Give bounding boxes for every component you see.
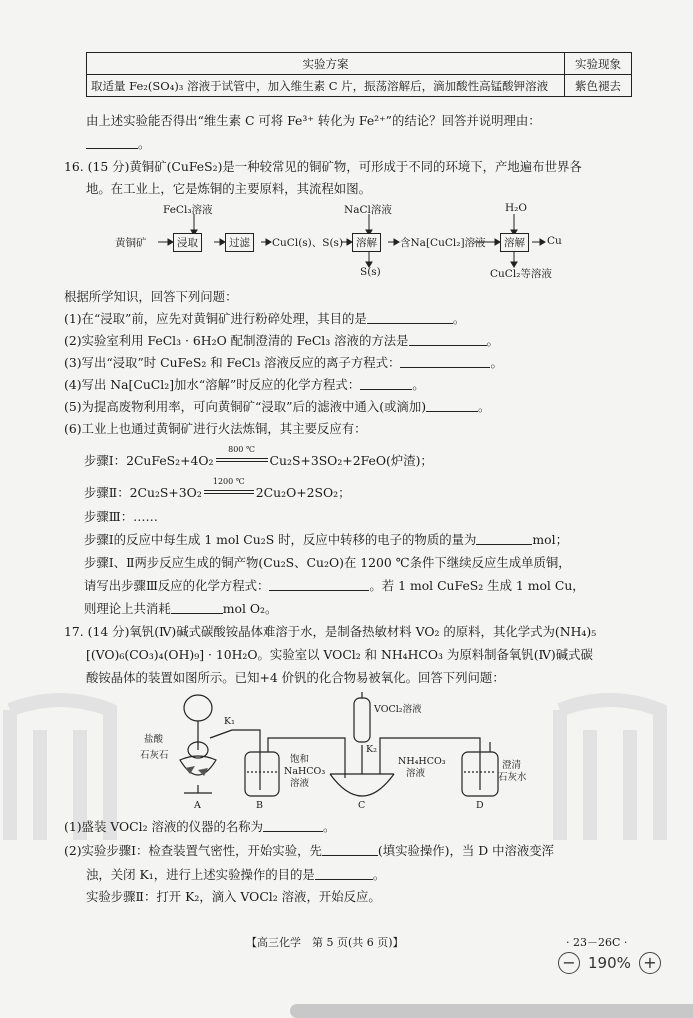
label-nahco3-3: 溶液 — [290, 778, 310, 789]
label-limestone: 石灰石 — [140, 750, 169, 761]
zoom-control — [558, 952, 661, 974]
cell-plan: 取适量 Fe₂(SO₄)₃ 溶液于试管中，加入维生素 C 片，振荡溶解后，滴加酸性高锰酸钾溶液 — [87, 75, 565, 97]
q17-intro-2: [(VO)₆(CO₃)₄(OH)₉] · 10H₂O。实验室以 VOCl₂ 和 NH₄HCO₃ 为原料制备氧钒(Ⅳ)碱式碳 — [86, 647, 593, 662]
q16-part-2: (2)实验室利用 FeCl₃ · 6H₂O 配制澄清的 FeCl₃ 溶液的方法是 。 — [64, 333, 499, 348]
box-dissolve-2: 溶解 — [500, 233, 529, 252]
q16-part-1: (1)在“浸取”前，应先对黄铜矿进行粉碎处理，其目的是 。 — [64, 311, 466, 326]
q15-answer-line: 。 — [86, 135, 150, 153]
table-row — [87, 75, 632, 97]
experiment-table — [86, 52, 632, 97]
answer-blank[interactable] — [269, 578, 369, 591]
zoom-in-button[interactable]: + — [639, 952, 661, 974]
step-1-condition: 800 ℃ — [228, 445, 255, 454]
q16-part-5: (5)为提高废物利用率，可向黄铜矿“浸取”后的滤液中通入(或滴加) 。 — [64, 399, 491, 414]
q17-part-2-cont: 浊，关闭 K₁，进行上述实验操作的目的是 。 — [86, 867, 386, 882]
step-3-line: 步骤Ⅲ：…… — [84, 509, 158, 524]
q16-intro-2: 地。在工业上，它是炼铜的主要原料，其流程如图。 — [86, 181, 371, 196]
answer-blank[interactable] — [171, 601, 223, 614]
apparatus-diagram — [140, 690, 540, 815]
box-leach: 浸取 — [173, 233, 202, 252]
q17-step-2: 实验步骤Ⅱ：打开 K₂，滴入 VOCl₂ 溶液，开始反应。 — [86, 889, 381, 904]
answer-blank[interactable] — [315, 867, 373, 880]
q16-6c-line: 请写出步骤Ⅲ反应的化学方程式： 。若 1 mol CuFeS₂ 生成 1 mol Cu， — [84, 578, 585, 593]
table-header-row — [87, 53, 632, 75]
label-fecl3-solution: FeCl₃溶液 — [163, 204, 213, 216]
cell-phenomenon: 紫色褪去 — [565, 75, 632, 97]
label-apparatus-b: B — [256, 800, 263, 811]
answer-blank[interactable] — [86, 136, 138, 149]
q16-part-4: (4)写出 Na[CuCl₂]加水“溶解”时反应的化学方程式： 。 — [64, 377, 425, 392]
label-water: H₂O — [505, 202, 527, 214]
zoom-level: 190% — [588, 954, 631, 972]
box-dissolve-1: 溶解 — [352, 233, 381, 252]
label-vocl2: VOCl₂溶液 — [374, 704, 422, 715]
label-nahco3-1: 饱和 — [290, 754, 310, 765]
label-nacl-solution: NaCl溶液 — [344, 204, 392, 216]
answer-blank[interactable] — [263, 819, 323, 832]
q17-part-1: (1)盛装 VOCl₂ 溶液的仪器的名称为 。 — [64, 819, 336, 834]
q15-conclusion-line: 由上述实验能否得出“维生素 C 可将 Fe³⁺ 转化为 Fe²⁺”的结论？回答并说明理由： — [86, 113, 541, 128]
label-na-cucl2: 含Na[CuCl₂]溶液 — [400, 237, 486, 249]
label-sulfur-output: S(s) — [360, 266, 381, 278]
label-apparatus-a: A — [194, 800, 201, 811]
label-k1: K₁ — [224, 716, 235, 727]
step-1-equation: 步骤Ⅰ：2CuFeS₂+4O₂ 800 ℃ Cu₂S+3SO₂+2FeO(炉渣)； — [84, 445, 433, 468]
label-nahco3-2: NaHCO₃ — [284, 766, 326, 777]
label-cucl2-output: CuCl₂等溶液 — [490, 268, 552, 280]
answer-blank[interactable] — [367, 311, 453, 324]
process-flowchart — [0, 200, 693, 280]
answer-blank[interactable] — [409, 333, 487, 346]
q16-6a-line: 步骤Ⅰ的反应中每生成 1 mol Cu₂S 时，反应中转移的电子的物质的量为 mol； — [84, 532, 568, 547]
q17-part-2: (2)实验步骤Ⅰ：检查装置气密性，开始实验，先 (填实验操作)，当 D 中溶液变浑 — [64, 843, 555, 858]
label-cucl-s: CuCl(s)、S(s) — [272, 237, 344, 249]
q16-part-6: (6)工业上也通过黄铜矿进行火法炼铜，其主要反应有： — [64, 421, 367, 436]
q16-prompt: 根据所学知识，回答下列问题： — [64, 289, 238, 304]
label-hcl: 盐酸 — [144, 734, 164, 745]
q16-part-3: (3)写出“浸取”时 CuFeS₂ 和 FeCl₃ 溶液反应的离子方程式： 。 — [64, 355, 503, 370]
label-k2: K₂ — [366, 744, 377, 755]
label-apparatus-d: D — [476, 800, 484, 811]
answer-blank[interactable] — [360, 377, 412, 390]
label-ore: 黄铜矿 — [115, 237, 147, 249]
step-2-condition: 1200 ℃ — [212, 477, 245, 486]
box-filter: 过滤 — [225, 233, 254, 252]
header-phenomenon: 实验现象 — [565, 53, 632, 75]
header-plan: 实验方案 — [87, 53, 565, 75]
horizontal-scrollbar[interactable] — [290, 1004, 693, 1018]
label-nh4hco3-1: NH₄HCO₃ — [398, 756, 446, 767]
answer-blank[interactable] — [476, 532, 532, 545]
answer-blank[interactable] — [426, 399, 478, 412]
q16-6b-line: 步骤Ⅰ、Ⅱ两步反应生成的铜产物(Cu₂S、Cu₂O)在 1200 ℃条件下继续反应生成单质铜， — [84, 555, 571, 570]
label-apparatus-c: C — [358, 800, 366, 811]
q16-6d-line: 则理论上共消耗 mol O₂。 — [84, 601, 278, 616]
paper-code: · 23－26C · — [566, 936, 628, 949]
q17-intro-1: 17. (14 分)氧钒(Ⅳ)碱式碳酸铵晶体难溶于水，是制备热敏材料 VO₂ 的原料，其化学式为(NH₄)₅ — [64, 624, 597, 639]
q17-intro-3: 酸铵晶体的装置如图所示。已知+4 价钒的化合物易被氧化。回答下列问题： — [86, 670, 505, 685]
label-cu: Cu — [547, 235, 562, 247]
label-limewater-1: 澄清 — [502, 760, 522, 771]
answer-blank[interactable] — [400, 355, 490, 368]
step-2-equation: 步骤Ⅱ：2Cu₂S+3O₂ 1200 ℃ 2Cu₂O+2SO₂； — [84, 477, 351, 500]
label-nh4hco3-2: 溶液 — [406, 768, 426, 779]
zoom-out-button[interactable]: − — [558, 952, 580, 974]
q16-intro-1: 16. (15 分)黄铜矿(CuFeS₂)是一种较常见的铜矿物，可形成于不同的环境下，产地遍布世界各 — [64, 159, 582, 174]
answer-blank[interactable] — [322, 843, 378, 856]
page-footer: 【高三化学 第 5 页(共 6 页)】 — [246, 936, 404, 949]
label-limewater-2: 石灰水 — [498, 772, 527, 783]
